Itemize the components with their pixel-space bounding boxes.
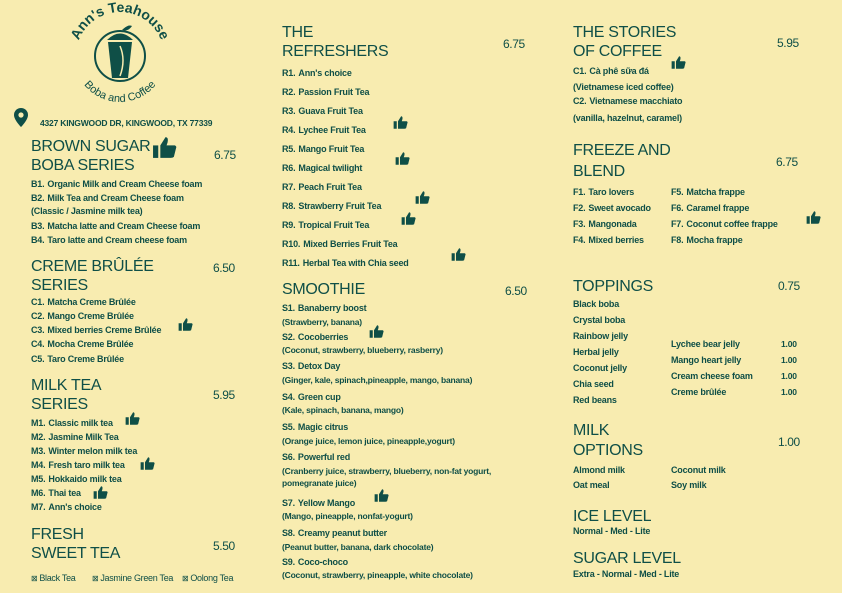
item-name: Mixed Berries Fruit Tea	[303, 239, 398, 249]
thumbs-up-icon	[374, 488, 389, 503]
item-name: Coconut jelly	[573, 363, 627, 373]
item-name: Ann's choice	[48, 502, 102, 512]
menu-item	[31, 297, 136, 308]
menu-item	[182, 573, 233, 584]
item-name: Taro lovers	[588, 187, 635, 197]
section-price-fresh: 5.50	[213, 539, 235, 553]
menu-item	[282, 422, 348, 433]
item-code: B1.	[31, 179, 45, 189]
item-name: Green cup	[297, 392, 341, 402]
thumbs-up-icon	[451, 247, 466, 262]
menu-item	[573, 113, 682, 124]
location-pin-icon	[14, 108, 28, 127]
menu-item	[282, 201, 381, 212]
item-name: Cream cheese foam	[671, 371, 753, 381]
menu-item	[671, 203, 749, 214]
item-name: Ann's choice	[298, 68, 352, 78]
menu-item	[31, 179, 202, 190]
menu-item	[573, 187, 634, 198]
item-name: Passion Fruit Tea	[298, 87, 370, 97]
menu-item	[671, 355, 741, 366]
section-title-sugar: SUGAR LEVEL	[573, 550, 681, 567]
menu-item	[282, 87, 369, 98]
section-price-toppings: 0.75	[778, 279, 800, 293]
item-name: Mango heart jelly	[671, 355, 742, 365]
item-code: M2.	[31, 432, 46, 442]
section-title-milk: OPTIONS	[573, 442, 643, 459]
menu-item	[282, 106, 363, 117]
item-name: Normal - Med - Lite	[573, 526, 651, 536]
item-price: 1.00	[781, 339, 797, 349]
teahouse-logo	[60, 0, 180, 105]
menu-item	[31, 235, 187, 246]
item-name: (Classic / Jasmine milk tea)	[31, 206, 143, 216]
menu-item	[31, 502, 102, 513]
checkbox-icon: ⊠	[182, 574, 191, 583]
item-name: Almond milk	[573, 465, 625, 475]
menu-item	[282, 303, 366, 314]
menu-item	[31, 460, 125, 471]
section-title-smoothie: SMOOTHIE	[282, 281, 365, 298]
item-code: B2.	[31, 193, 45, 203]
menu-item	[671, 480, 706, 491]
item-code: F6.	[671, 203, 684, 213]
item-name: Guava Fruit Tea	[298, 106, 363, 116]
item-name: Rainbow jelly	[573, 331, 628, 341]
item-description: (Coconut, strawberry, pineapple, white chocolate)	[282, 570, 473, 580]
item-code: F4.	[573, 235, 586, 245]
item-description: pomegranate juice)	[282, 478, 357, 488]
thumbs-up-icon	[178, 317, 193, 332]
checkbox-icon: ⊠	[31, 574, 40, 583]
menu-item	[573, 347, 619, 358]
item-description: (Strawberry, banana)	[282, 317, 362, 327]
item-name: Yellow Mango	[297, 498, 356, 508]
item-code: M4.	[31, 460, 46, 470]
section-title-brown: BROWN SUGAR	[31, 138, 151, 155]
item-code: F7.	[671, 219, 684, 229]
item-name: Detox Day	[297, 361, 341, 371]
menu-item	[573, 569, 679, 580]
item-code: S3.	[282, 361, 295, 371]
item-name: Banaberry boost	[297, 303, 367, 313]
menu-item	[282, 557, 348, 568]
item-code: S9.	[282, 557, 295, 567]
menu-item	[282, 258, 409, 269]
checkbox-icon: ⊠	[92, 574, 101, 583]
thumbs-up-icon	[395, 151, 410, 166]
menu-item	[671, 235, 743, 246]
item-code: S8.	[282, 528, 295, 538]
section-title-milktea: MILK TEA	[31, 377, 102, 394]
thumbs-up-icon	[393, 115, 408, 130]
item-name: Matcha frappe	[686, 187, 745, 197]
item-code: B3.	[31, 221, 45, 231]
menu-item	[282, 144, 364, 155]
thumbs-up-icon	[93, 485, 108, 500]
item-name: (Vietnamese iced coffee)	[573, 82, 674, 92]
item-price: 1.00	[781, 387, 797, 397]
item-name: Crystal boba	[573, 315, 626, 325]
section-price-milktea: 5.95	[213, 388, 235, 402]
menu-item	[282, 361, 340, 372]
thumbs-up-icon	[369, 324, 384, 339]
section-title-ice: ICE LEVEL	[573, 508, 652, 525]
item-code: C3.	[31, 325, 45, 335]
menu-item	[573, 203, 651, 214]
menu-item	[31, 446, 137, 457]
item-name: Creme brûlée	[671, 387, 727, 397]
item-name: Sweet avocado	[588, 203, 651, 213]
item-code: S4.	[282, 392, 295, 402]
item-name: Peach Fruit Tea	[298, 182, 362, 192]
item-description: (Ginger, kale, spinach,pineapple, mango, banana)	[282, 375, 473, 385]
item-name: Coconut coffee frappe	[686, 219, 778, 229]
item-code: C1.	[31, 297, 45, 307]
section-title-refreshers: REFRESHERS	[282, 43, 389, 60]
item-description: (Cranberry juice, strawberry, blueberry, non-fat yogurt,	[282, 466, 492, 476]
item-name: Herbal Tea with Chia seed	[302, 258, 409, 268]
item-name: Lychee Fruit Tea	[298, 125, 366, 135]
menu-item	[573, 82, 674, 93]
item-name: Mixed berries Creme Brûlée	[47, 325, 162, 335]
item-name: Oolong Tea	[190, 573, 234, 583]
item-name: Jasmine Green Tea	[100, 573, 174, 583]
item-code: R6.	[282, 163, 296, 173]
item-name: Organic Milk and Cream Cheese foam	[47, 179, 203, 189]
item-code: R11.	[282, 258, 300, 268]
item-name: Hokkaido milk tea	[48, 474, 122, 484]
item-code: R3.	[282, 106, 296, 116]
item-code: C4.	[31, 339, 45, 349]
item-name: Milk Tea and Cream Cheese foam	[47, 193, 184, 203]
section-title-refreshers: THE	[282, 24, 314, 41]
item-code: R4.	[282, 125, 296, 135]
item-name: Lychee bear jelly	[671, 339, 740, 349]
item-name: Mangonada	[588, 219, 637, 229]
menu-item	[671, 219, 778, 230]
menu-item	[282, 220, 369, 231]
svg-text:Ann's Teahouse: Ann's Teahouse	[66, 0, 174, 42]
item-price: 1.00	[781, 355, 797, 365]
item-name: Thai tea	[48, 488, 81, 498]
menu-item	[31, 311, 134, 322]
item-code: M7.	[31, 502, 46, 512]
thumbs-up-icon	[415, 190, 430, 205]
item-name: Matcha Creme Brûlée	[47, 297, 136, 307]
section-price-refreshers: 6.75	[503, 37, 525, 51]
item-name: Mocha Creme Brûlée	[47, 339, 134, 349]
menu-item	[573, 526, 650, 537]
item-name: Winter melon milk tea	[48, 446, 138, 456]
item-code: M1.	[31, 418, 46, 428]
item-code: F1.	[573, 187, 586, 197]
section-price-coffee: 5.95	[777, 36, 799, 50]
menu-item	[31, 418, 113, 429]
menu-item	[31, 325, 161, 336]
thumbs-up-icon	[401, 211, 416, 226]
item-code: S5.	[282, 422, 295, 432]
item-code: C5.	[31, 354, 45, 364]
item-name: Caramel frappe	[686, 203, 750, 213]
item-code: R10.	[282, 239, 301, 249]
item-name: Powerful red	[297, 452, 351, 462]
menu-item	[282, 332, 348, 343]
item-code: R9.	[282, 220, 296, 230]
section-title-milk: MILK	[573, 422, 610, 439]
menu-item	[282, 452, 350, 463]
item-name: Herbal jelly	[573, 347, 619, 357]
item-code: M3.	[31, 446, 46, 456]
item-name: Mango Fruit Tea	[298, 144, 365, 154]
section-title-toppings: TOPPINGS	[573, 278, 653, 295]
menu-item	[282, 239, 397, 250]
menu-item	[573, 299, 619, 310]
menu-item	[573, 379, 614, 390]
item-code: M6.	[31, 488, 46, 498]
item-description: (Coconut, strawberry, blueberry, rasberry)	[282, 345, 443, 355]
section-title-fresh: SWEET TEA	[31, 545, 121, 562]
item-code: F8.	[671, 235, 684, 245]
menu-item	[671, 371, 753, 382]
menu-item	[282, 163, 362, 174]
menu-item	[573, 480, 609, 491]
menu-item	[282, 498, 355, 509]
menu-item	[573, 363, 627, 374]
menu-item	[92, 573, 173, 584]
menu-item	[282, 392, 341, 403]
item-description: (Peanut butter, banana, dark chocolate)	[282, 542, 434, 552]
item-code: R7.	[282, 182, 296, 192]
menu-item	[573, 395, 617, 406]
menu-item	[31, 206, 142, 217]
item-name: Oat meal	[573, 480, 610, 490]
item-code: S2.	[282, 332, 295, 342]
item-code: F2.	[573, 203, 586, 213]
item-name: Taro Creme Brûlée	[47, 354, 124, 364]
item-name: Tropical Fruit Tea	[298, 220, 370, 230]
thumbs-up-icon	[140, 456, 155, 471]
section-price-milk: 1.00	[778, 435, 800, 449]
section-title-coffee: THE STORIES	[573, 24, 677, 41]
item-name: (vanilla, hazelnut, caramel)	[573, 113, 682, 123]
section-title-milktea: SERIES	[31, 396, 88, 413]
section-price-smoothie: 6.50	[505, 284, 527, 298]
item-name: Mocha frappe	[686, 235, 743, 245]
menu-item	[671, 465, 726, 476]
item-code: F5.	[671, 187, 684, 197]
section-price-freeze: 6.75	[776, 155, 798, 169]
item-name: Strawberry Fruit Tea	[298, 201, 382, 211]
menu-item	[573, 66, 649, 77]
item-name: Vietnamese macchiato	[589, 96, 683, 106]
item-name: Cà phê sữa đá	[589, 66, 649, 76]
menu-item	[671, 187, 745, 198]
menu-item	[31, 474, 122, 485]
item-name: Coco-choco	[297, 557, 348, 567]
menu-item	[573, 465, 625, 476]
menu-item	[31, 193, 184, 204]
thumbs-up-icon	[671, 55, 686, 70]
item-name: Classic milk tea	[48, 418, 113, 428]
item-name: Fresh taro milk tea	[48, 460, 125, 470]
section-title-coffee: OF COFFEE	[573, 43, 662, 60]
menu-item	[282, 528, 387, 539]
section-title-freeze: BLEND	[573, 163, 625, 180]
section-price-creme: 6.50	[213, 261, 235, 275]
section-title-brown: BOBA SERIES	[31, 157, 135, 174]
section-price-brown: 6.75	[214, 148, 236, 162]
item-code: F3.	[573, 219, 586, 229]
menu-item	[31, 339, 133, 350]
item-name: Taro latte and Cream cheese foam	[47, 235, 187, 245]
menu-item	[671, 339, 740, 350]
menu-item	[31, 488, 81, 499]
item-name: Matcha latte and Cream Cheese foam	[47, 221, 201, 231]
thumbs-up-icon	[125, 411, 140, 426]
item-code: B4.	[31, 235, 45, 245]
menu-item	[31, 221, 200, 232]
item-price: 1.00	[781, 371, 797, 381]
item-name: Red beans	[573, 395, 617, 405]
item-code: R2.	[282, 87, 296, 97]
thumbs-up-icon	[152, 135, 177, 160]
menu-item	[31, 573, 76, 584]
item-code: S1.	[282, 303, 295, 313]
section-title-freeze: FREEZE AND	[573, 142, 671, 159]
item-name: Jasmine Milk Tea	[48, 432, 119, 442]
address-text: 4327 KINGWOOD DR, KINGWOOD, TX 77339	[40, 118, 213, 128]
menu-item	[671, 387, 726, 398]
menu-item	[573, 315, 625, 326]
item-name: Coconut milk	[671, 465, 726, 475]
menu-item	[573, 219, 637, 230]
item-code: C1.	[573, 66, 587, 76]
menu-item	[282, 125, 366, 136]
item-code: R5.	[282, 144, 296, 154]
item-name: Cocoberries	[297, 332, 349, 342]
item-name: Black boba	[573, 299, 620, 309]
item-description: (Kale, spinach, banana, mango)	[282, 405, 404, 415]
item-name: Magical twilight	[298, 163, 363, 173]
item-name: Mixed berries	[588, 235, 644, 245]
item-code: R8.	[282, 201, 296, 211]
item-name: Black Tea	[39, 573, 76, 583]
item-name: Extra - Normal - Med - Lite	[573, 569, 680, 579]
menu-item	[31, 432, 119, 443]
thumbs-up-icon	[806, 210, 821, 225]
menu-item	[573, 96, 682, 107]
item-name: Chia seed	[573, 379, 614, 389]
item-name: Mango Creme Brûlée	[47, 311, 134, 321]
menu-item	[282, 182, 362, 193]
item-name: Soy milk	[671, 480, 707, 490]
section-title-creme: SERIES	[31, 277, 88, 294]
menu-item	[31, 354, 124, 365]
item-name: Creamy peanut butter	[297, 528, 387, 538]
item-code: C2.	[31, 311, 45, 321]
item-code: R1.	[282, 68, 296, 78]
item-code: S7.	[282, 498, 295, 508]
item-code: M5.	[31, 474, 46, 484]
menu-item	[573, 331, 628, 342]
section-title-fresh: FRESH	[31, 526, 84, 543]
item-description: (Mango, pineapple, nonfat-yogurt)	[282, 511, 413, 521]
item-description: (Orange juice, lemon juice, pineapple,yogurt)	[282, 436, 455, 446]
item-code: S6.	[282, 452, 295, 462]
item-code: C2.	[573, 96, 587, 106]
section-title-creme: CREME BRÛLÉE	[31, 258, 154, 275]
item-name: Magic citrus	[297, 422, 349, 432]
menu-item	[573, 235, 644, 246]
menu-item	[282, 68, 352, 79]
svg-text:Boba and Coffee: Boba and Coffee	[81, 78, 159, 105]
